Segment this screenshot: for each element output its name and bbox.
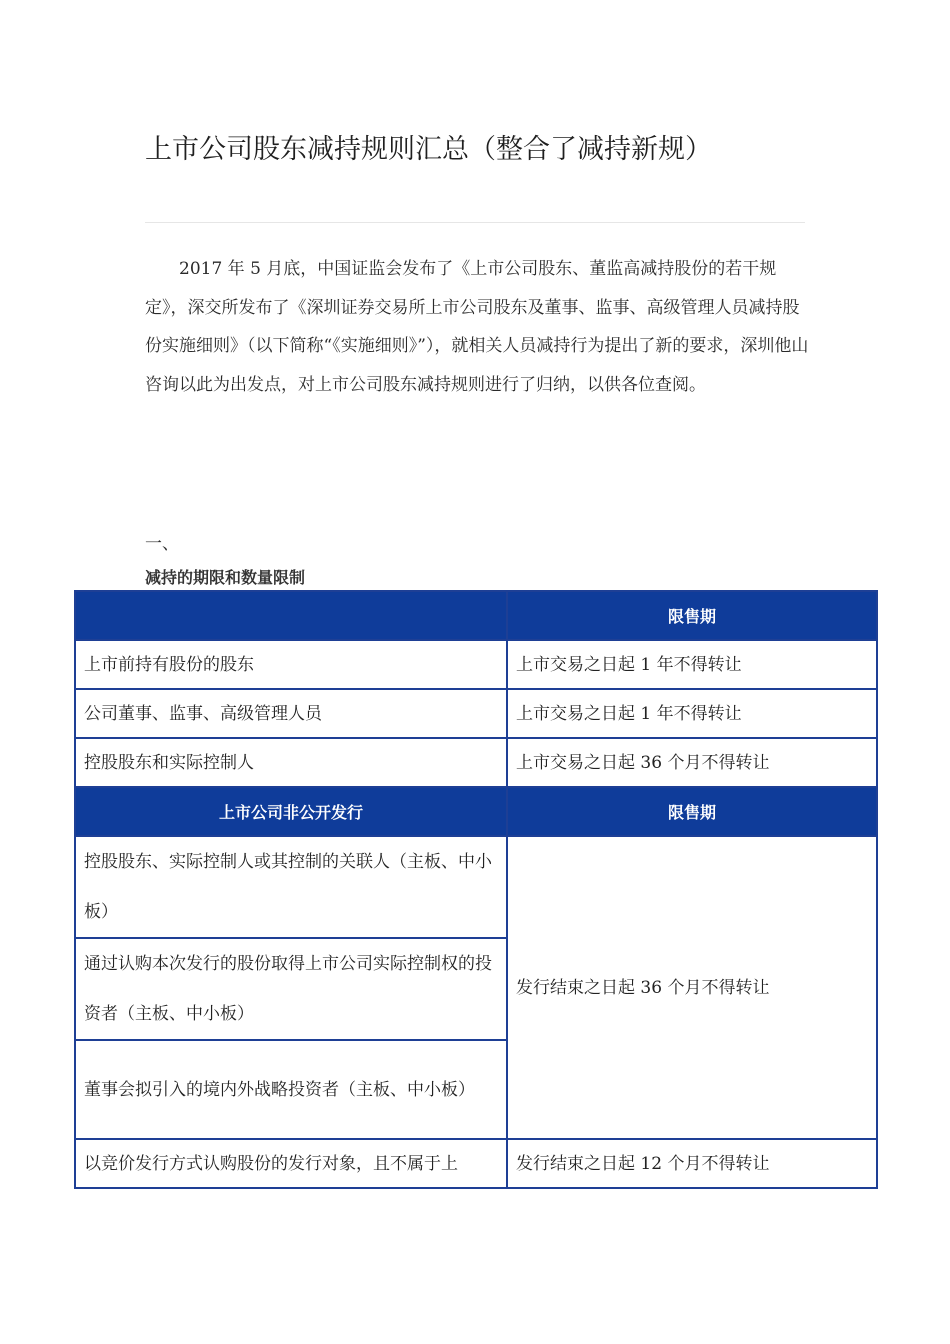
table-row bbox=[75, 640, 877, 689]
table-header-period: 限售期 bbox=[507, 787, 877, 836]
section-number: 一、 bbox=[145, 534, 179, 554]
table-cell-subject: 以竞价发行方式认购股份的发行对象，且不属于上 bbox=[75, 1139, 507, 1188]
title-divider bbox=[145, 222, 805, 223]
lockup-table bbox=[74, 590, 878, 1189]
table-cell-period-merged: 发行结束之日起 36 个月不得转让 bbox=[507, 836, 877, 1139]
table-row bbox=[75, 738, 877, 787]
table-cell-period: 上市交易之日起 36 个月不得转让 bbox=[507, 738, 877, 787]
table-header-row bbox=[75, 591, 877, 640]
table-header-period: 限售期 bbox=[507, 591, 877, 640]
table-header-row bbox=[75, 787, 877, 836]
table-cell-subject: 董事会拟引入的境内外战略投资者（主板、中小板） bbox=[75, 1040, 507, 1139]
lockup-table-container bbox=[70, 588, 882, 1201]
table-cell-subject: 通过认购本次发行的股份取得上市公司实际控制权的投资者（主板、中小板） bbox=[75, 938, 507, 1040]
table-cell-period: 上市交易之日起 1 年不得转让 bbox=[507, 640, 877, 689]
table-cell-subject: 上市前持有股份的股东 bbox=[75, 640, 507, 689]
section-title: 减持的期限和数量限制 bbox=[145, 568, 306, 587]
table-header-subject: 上市公司非公开发行 bbox=[75, 787, 507, 836]
intro-paragraph: 2017 年 5 月底，中国证监会发布了《上市公司股东、董监高减持股份的若干规定》，深交所发布了《深圳证券交易所上市公司股东及董事、监事、高级管理人员减持股份实施细则》（以下简称“《实施细则》”），就相关人员减持行为提出了新的要求，深圳他山咨询以此为出发点，对上市公司股东减持规则进行了归纳，以供各位查阅。 bbox=[145, 259, 809, 395]
table-cell-period: 发行结束之日起 12 个月不得转让 bbox=[507, 1139, 877, 1188]
table-row bbox=[75, 836, 877, 938]
table-cell-period: 上市交易之日起 1 年不得转让 bbox=[507, 689, 877, 738]
document-title: 上市公司股东减持规则汇总（整合了减持新规） bbox=[145, 134, 712, 165]
table-row bbox=[75, 689, 877, 738]
table-header-subject bbox=[75, 591, 507, 640]
table-cell-subject: 公司董事、监事、高级管理人员 bbox=[75, 689, 507, 738]
table-cell-subject: 控股股东、实际控制人或其控制的关联人（主板、中小板） bbox=[75, 836, 507, 938]
table-row bbox=[75, 1139, 877, 1188]
table-cell-subject: 控股股东和实际控制人 bbox=[75, 738, 507, 787]
